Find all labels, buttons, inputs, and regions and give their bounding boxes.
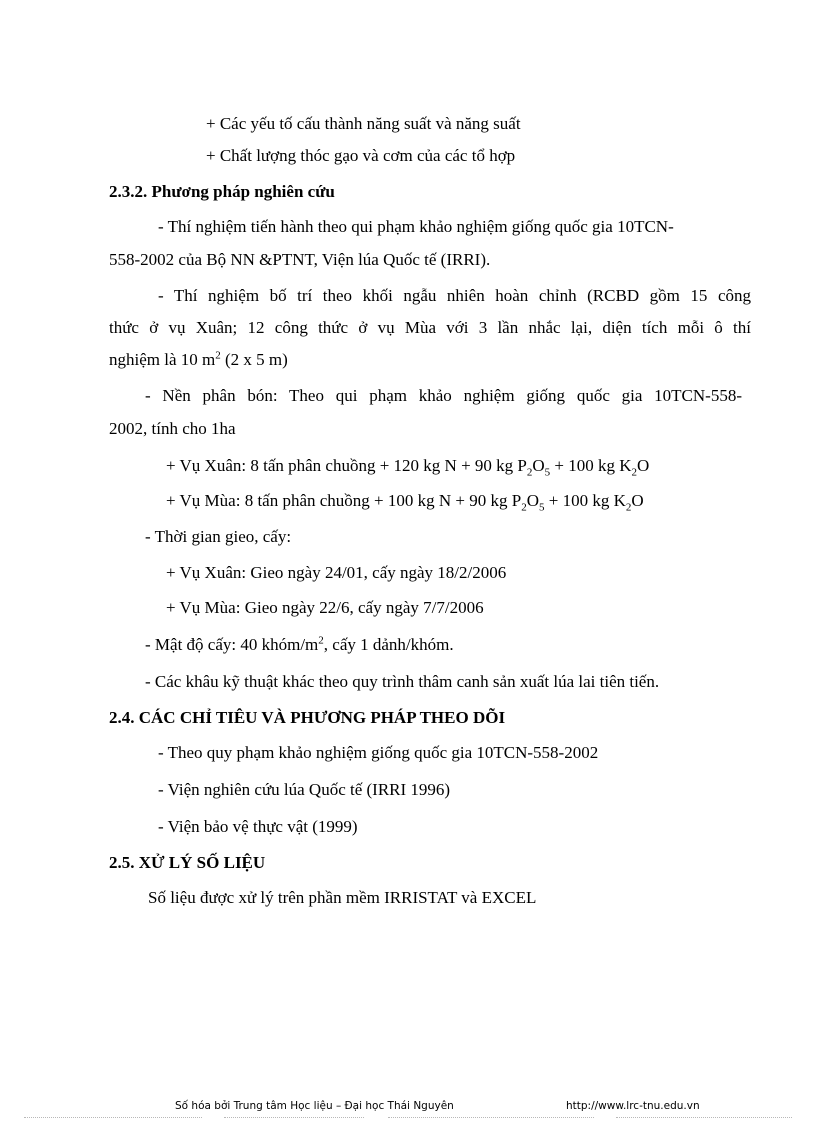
- footer-divider: [388, 1117, 594, 1118]
- superscript: 2: [318, 634, 324, 647]
- text-line: + Vụ Xuân: Gieo ngày 24/01, cấy ngày 18/2/2006: [166, 563, 507, 582]
- footer-link[interactable]: http://www.lrc-tnu.edu.vn: [566, 1100, 700, 1112]
- text-line: - Viện bảo vệ thực vật (1999): [158, 817, 358, 836]
- text-line: 2002, tính cho 1ha: [109, 419, 236, 438]
- text-fragment: + 100 kg K: [550, 456, 632, 475]
- text-line: [145, 635, 454, 655]
- footer-divider: [616, 1117, 792, 1118]
- text-fragment: , cấy 1 dảnh/khóm.: [323, 635, 454, 654]
- text-fragment: nghiệm là 10 m: [109, 350, 216, 369]
- subscript: 5: [544, 466, 551, 479]
- subscript: 2: [625, 501, 632, 514]
- text-line: - Các khâu kỹ thuật khác theo quy trình thâm canh sản xuất lúa lai tiên tiến.: [145, 672, 660, 691]
- subscript: 2: [526, 466, 533, 479]
- footer-divider: [224, 1117, 364, 1118]
- superscript: 2: [215, 349, 221, 362]
- text-line: + Chất lượng thóc gạo và cơm của các tổ hợp: [206, 146, 516, 165]
- footer-source: Số hóa bởi Trung tâm Học liệu – Đại học Thái Nguyên: [175, 1100, 454, 1112]
- text-line: - Thí nghiệm bố trí theo khối ngẫu nhiên hoàn chỉnh (RCBD gồm 15 công: [158, 286, 751, 305]
- text-line: thức ở vụ Xuân; 12 công thức ở vụ Mùa với 3 lần nhắc lại, diện tích mỗi ô thí: [109, 318, 751, 337]
- text-fragment: - Mật độ cấy: 40 khóm/m: [145, 635, 319, 654]
- subscript: 2: [631, 466, 638, 479]
- text-fragment: + 100 kg K: [544, 491, 626, 510]
- text-fragment: O: [631, 491, 644, 510]
- text-line: - Thí nghiệm tiến hành theo qui phạm khảo nghiệm giống quốc gia 10TCN-: [158, 217, 674, 236]
- subscript: 2: [521, 501, 527, 514]
- section-heading: 2.5. XỬ LÝ SỐ LIỆU: [109, 853, 266, 872]
- text-line: 558-2002 của Bộ NN &PTNT, Viện lúa Quốc tế (IRRI).: [109, 250, 491, 269]
- formula-line: [166, 491, 644, 514]
- page-footer: [0, 1093, 816, 1123]
- text-line: - Nền phân bón: Theo qui phạm khảo nghiệm giống quốc gia 10TCN-558-: [145, 386, 742, 405]
- footer-divider: [24, 1117, 202, 1118]
- text-fragment: O: [637, 456, 650, 475]
- text-line: Số liệu được xử lý trên phần mềm IRRISTAT và EXCEL: [148, 888, 537, 907]
- section-heading: 2.4. CÁC CHỈ TIÊU VÀ PHƯƠNG PHÁP THEO DÕI: [109, 708, 506, 727]
- text-fragment: + Vụ Mùa: 8 tấn phân chuồng + 100 kg N + 90 kg P: [166, 491, 522, 510]
- text-fragment: O: [526, 491, 539, 510]
- text-line: + Vụ Mùa: Gieo ngày 22/6, cấy ngày 7/7/2006: [166, 598, 484, 617]
- text-line: - Theo quy phạm khảo nghiệm giống quốc gia 10TCN-558-2002: [158, 743, 599, 762]
- text-line: - Viện nghiên cứu lúa Quốc tế (IRRI 1996): [158, 780, 451, 799]
- text-line: + Các yếu tố cấu thành năng suất và năng suất: [206, 114, 521, 133]
- subscript: 5: [539, 501, 545, 514]
- section-heading: 2.3.2. Phương pháp nghiên cứu: [109, 182, 335, 201]
- text-fragment: O: [532, 456, 545, 475]
- text-line: - Thời gian gieo, cấy:: [145, 527, 292, 546]
- formula-line: [166, 456, 650, 479]
- text-line: [109, 350, 288, 370]
- text-fragment: (2 x 5 m): [220, 350, 288, 369]
- text-fragment: + Vụ Xuân: 8 tấn phân chuồng + 120 kg N + 90 kg P: [166, 456, 527, 475]
